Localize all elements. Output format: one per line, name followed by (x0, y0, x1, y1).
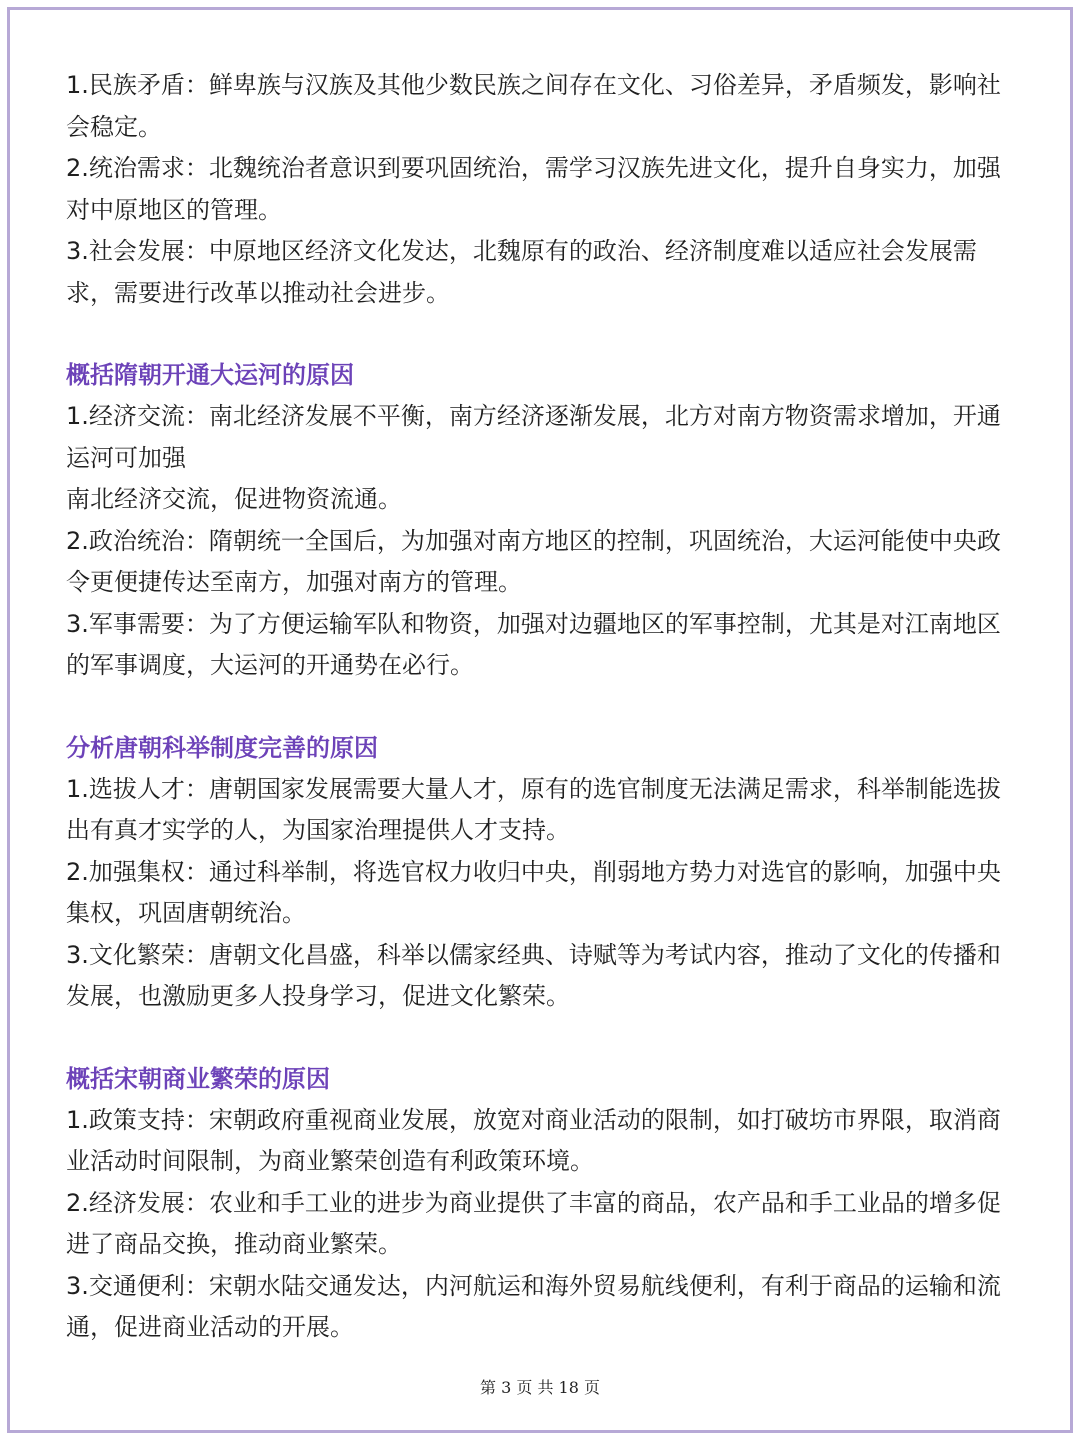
document-body (66, 65, 1016, 1349)
paragraph: 3.社会发展：中原地区经济文化发达，北魏原有的政治、经济制度难以适应社会发展需求，需要进行改革以推动社会进步。 (66, 237, 977, 307)
paragraph: 2.加强集权：通过科举制，将选官权力收归中央，削弱地方势力对选官的影响，加强中央集权，巩固唐朝统治。 (66, 857, 1001, 927)
section-tang-keju (66, 728, 1016, 1018)
paragraph: 2.统治需求：北魏统治者意识到要巩固统治，需学习汉族先进文化，提升自身实力，加强对中原地区的管理。 (66, 154, 1001, 224)
paragraph: 1.选拔人才：唐朝国家发展需要大量人才，原有的选官制度无法满足需求，科举制能选拔出有真才实学的人，为国家治理提供人才支持。 (66, 774, 1001, 844)
paragraph: 1.政策支持：宋朝政府重视商业发展，放宽对商业活动的限制，如打破坊市界限，取消商业活动时间限制，为商业繁荣创造有利政策环境。 (66, 1105, 1001, 1175)
paragraph: 1.经济交流：南北经济发展不平衡，南方经济逐渐发展，北方对南方物资需求增加，开通运河可加强 (66, 402, 1001, 472)
section-song-commerce (66, 1059, 1016, 1349)
paragraph: 2.政治统治：隋朝统一全国后，为加强对南方地区的控制，巩固统治，大运河能使中央政令更便捷传达至南方，加强对南方的管理。 (66, 526, 1001, 596)
paragraph: 南北经济交流，促进物资流通。 (66, 485, 402, 513)
paragraph: 1.民族矛盾：鲜卑族与汉族及其他少数民族之间存在文化、习俗差异，矛盾频发，影响社会稳定。 (66, 71, 1001, 141)
section-heading: 分析唐朝科举制度完善的原因 (66, 733, 378, 762)
paragraph: 3.交通便利：宋朝水陆交通发达，内河航运和海外贸易航线便利，有利于商品的运输和流通，促进商业活动的开展。 (66, 1271, 1001, 1341)
section-beiwei-reform (66, 65, 1016, 314)
paragraph: 2.经济发展：农业和手工业的进步为商业提供了丰富的商品，农产品和手工业品的增多促进了商品交换，推动商业繁荣。 (66, 1188, 1001, 1258)
section-heading: 概括宋朝商业繁荣的原因 (66, 1064, 330, 1093)
section-heading: 概括隋朝开通大运河的原因 (66, 361, 354, 389)
section-sui-grand-canal (66, 355, 1016, 687)
page-number: 第 3 页 共 18 页 (480, 1378, 600, 1397)
paragraph: 3.军事需要：为了方便运输军队和物资，加强对边疆地区的军事控制，尤其是对江南地区的军事调度，大运河的开通势在必行。 (66, 609, 1001, 679)
paragraph: 3.文化繁荣：唐朝文化昌盛，科举以儒家经典、诗赋等为考试内容，推动了文化的传播和发展，也激励更多人投身学习，促进文化繁荣。 (66, 940, 1001, 1010)
